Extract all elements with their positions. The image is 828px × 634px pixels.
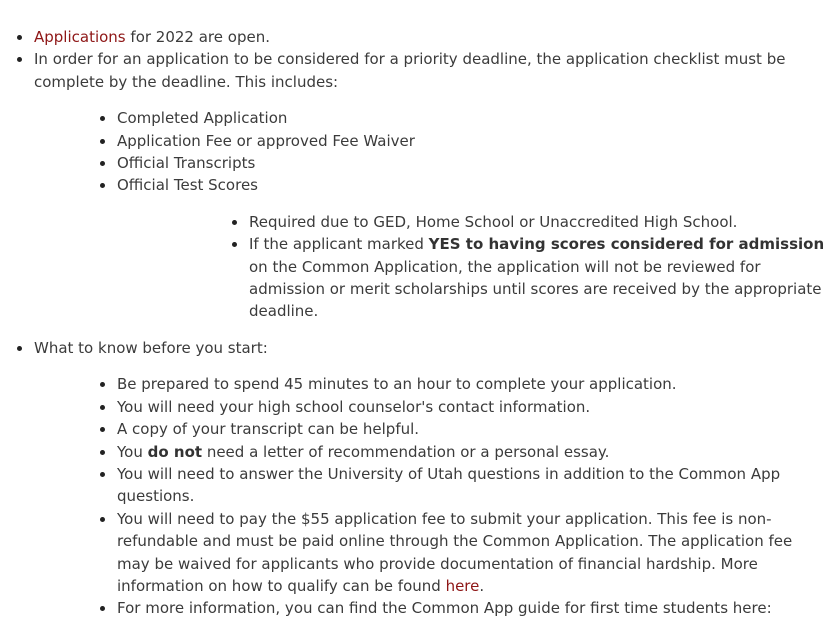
checklist <box>34 107 828 323</box>
test-scores-item <box>117 233 828 323</box>
test-scores-marked-pre: If the applicant marked <box>249 235 429 254</box>
checklist-item-label: Application Fee or approved Fee Waiver <box>117 131 415 150</box>
know-item <box>34 597 828 619</box>
letter-pre: You <box>117 442 148 461</box>
know-item-text: Be prepared to spend 45 minutes to an hour to complete your application. <box>117 375 677 394</box>
list-item-know-before <box>0 337 828 620</box>
list-item-priority-deadline <box>0 48 828 322</box>
know-item <box>34 508 828 598</box>
letter-bold: do not <box>147 442 203 461</box>
priority-deadline-text: In order for an application to be considered for a priority deadline, the application checklist must be complete by the deadline. This includes: <box>34 50 786 91</box>
know-item <box>34 463 828 508</box>
test-scores-item <box>117 211 828 233</box>
know-item <box>34 373 828 395</box>
know-item-text: A copy of your transcript can be helpful. <box>117 420 420 439</box>
know-item-text: You will need to answer the University of Utah questions in addition to the Common App questions. <box>117 464 781 506</box>
know-before-heading: What to know before you start: <box>34 338 268 357</box>
checklist-item-label: Official Test Scores <box>117 176 258 195</box>
checklist-item-label: Completed Application <box>117 109 288 128</box>
fee-end: . <box>479 576 485 595</box>
test-scores-marked-post: on the Common Application, the application will not be reviewed for admission or merit scholarships until scores are received by the appropriate deadline. <box>249 257 822 321</box>
know-item <box>34 441 828 463</box>
applications-open-text: for 2022 are open. <box>125 28 270 46</box>
know-list <box>34 373 828 619</box>
know-item <box>34 396 828 418</box>
fee-text: You will need to pay the $55 application fee to submit your application. This fee is non-refundable and must be paid online through the Common Application. The application fee may be waived for applicants who provide documentation of financial hardship. More information on how to qualify can be found <box>117 509 793 595</box>
main-list <box>0 26 828 620</box>
fee-waiver-here-link[interactable]: here <box>445 576 480 595</box>
test-scores-marked-bold: YES to having scores considered for admission <box>428 235 825 254</box>
know-item-text: For more information, you can find the Common App guide for first time students here: <box>117 599 772 618</box>
page-content <box>0 26 828 634</box>
checklist-item <box>34 174 828 322</box>
checklist-item-label: Official Transcripts <box>117 154 256 173</box>
checklist-item <box>34 107 828 129</box>
list-item-applications-open <box>0 26 828 48</box>
know-item <box>34 418 828 440</box>
applications-link[interactable]: Applications <box>34 28 126 46</box>
letter-post: need a letter of recommendation or a personal essay. <box>202 442 610 461</box>
know-item-text: You will need your high school counselor's contact information. <box>117 397 591 416</box>
test-scores-sublist <box>117 211 828 323</box>
checklist-item <box>34 130 828 152</box>
test-scores-required-text: Required due to GED, Home School or Unaccredited High School. <box>249 212 738 231</box>
checklist-item <box>34 152 828 174</box>
